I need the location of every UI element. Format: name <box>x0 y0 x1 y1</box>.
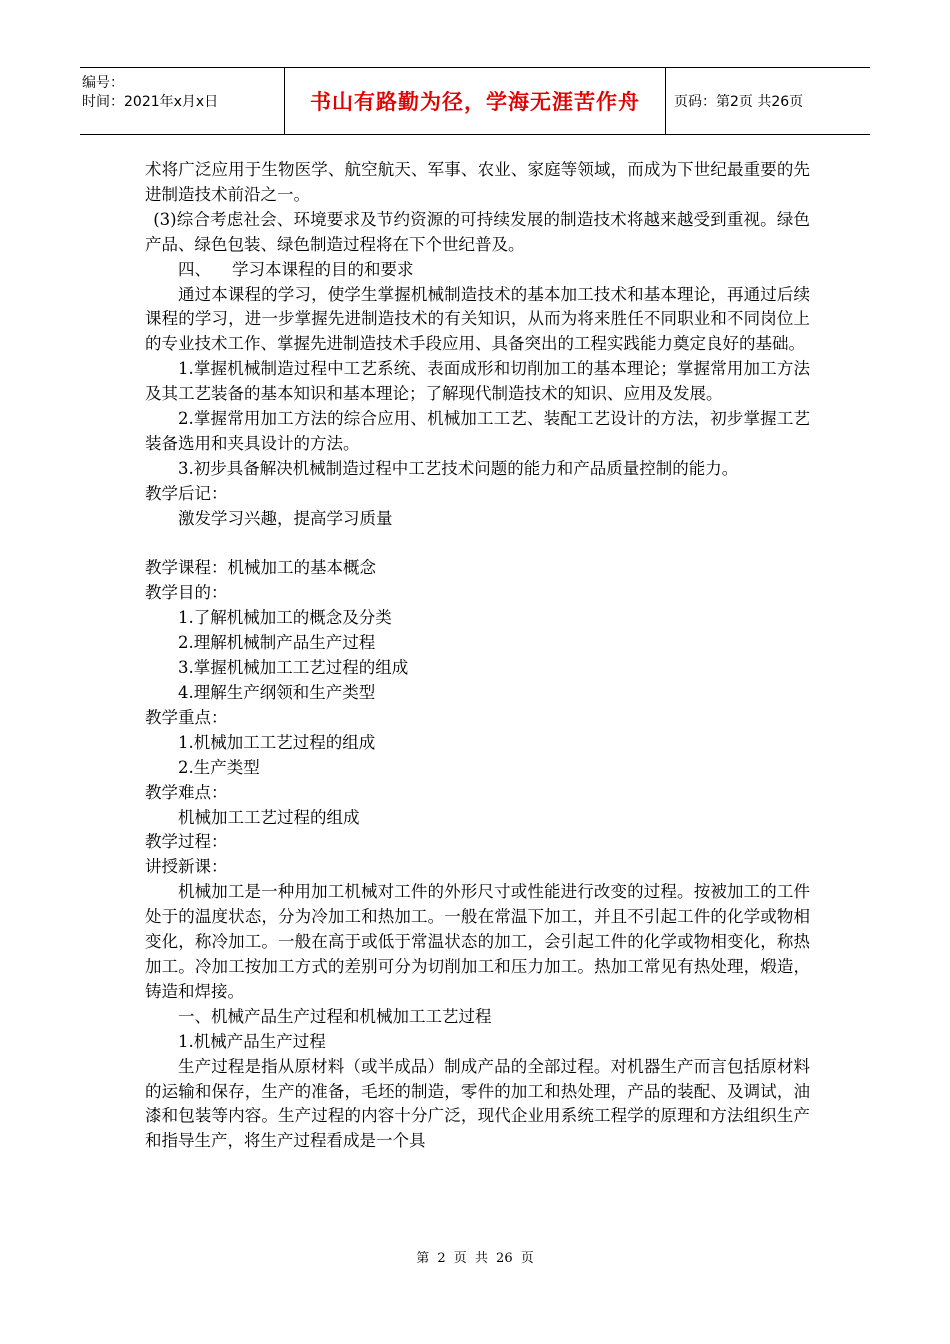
list-item: 2.理解机械制产品生产过程 <box>178 633 376 653</box>
list-item: 1.机械加工工艺过程的组成 <box>178 732 376 752</box>
paragraph: (3)综合考虑社会、环境要求及节约资源的可持续发展的制造技术将越来越受到重视。绿色产品、绿色包装、绿色制造过程将在下个世纪普及。 <box>145 209 810 254</box>
document-number-label: 编号： <box>82 75 124 91</box>
section-label: 教学重点： <box>145 707 228 727</box>
subsection-heading: 1.机械产品生产过程 <box>178 1031 326 1051</box>
section-heading: 四、 学习本课程的目的和要求 <box>178 259 414 279</box>
list-item: 2.掌握常用加工方法的综合应用、机械加工工艺、装配工艺设计的方法，初步掌握工艺装备选用和夹具设计的方法。 <box>145 409 810 453</box>
list-item: 3.初步具备解决机械制造过程中工艺技术问题的能力和产品质量控制的能力。 <box>178 458 739 478</box>
course-title: 教学课程：机械加工的基本概念 <box>145 558 376 578</box>
page-header <box>80 67 870 135</box>
list-item: 3.掌握机械加工工艺过程的组成 <box>178 658 409 678</box>
section-label: 讲授新课： <box>145 857 228 877</box>
section-label: 教学难点： <box>145 782 228 802</box>
header-meta <box>80 68 285 134</box>
list-item: 4.理解生产纲领和生产类型 <box>178 683 376 703</box>
document-date: 时间：2021年x月x日 <box>82 94 219 110</box>
page-footer: 第 2 页 共 26 页 <box>416 1251 534 1266</box>
list-item: 2.生产类型 <box>178 757 260 777</box>
section-label: 教学目的： <box>145 583 228 603</box>
paragraph: 生产过程是指从原材料（或半成品）制成产品的全部过程。对机器生产而言包括原材料的运输和保存，生产的准备，毛坯的制造，零件的加工和热处理，产品的装配、及调试，油漆和包装等内容。生产过程的内容十分广泛，现代企业用系统工程学的原理和方法组织生产和指导生产，将生产过程看成是一个具 <box>145 1056 810 1151</box>
section-label: 教学过程： <box>145 832 228 852</box>
blank-line <box>145 532 810 557</box>
list-item: 1.了解机械加工的概念及分类 <box>178 608 392 628</box>
paragraph: 术将广泛应用于生物医学、航空航天、军事、农业、家庭等领域，而成为下世纪最重要的先进制造技术前沿之一。 <box>145 160 810 204</box>
paragraph: 机械加工是一种用加工机械对工件的外形尺寸或性能进行改变的过程。按被加工的工件处于的温度状态，分为冷加工和热加工。一般在常温下加工，并且不引起工件的化学或物相变化，称冷加工。一般在高于或低于常温状态的加工，会引起工件的化学或物相变化，称热加工。冷加工按加工方式的差别可分为切削加工和压力加工。热加工常见有热处理，煅造，铸造和焊接。 <box>145 882 810 1001</box>
header-motto: 书山有路勤为径，学海无涯苦作舟 <box>285 68 666 134</box>
paragraph: 激发学习兴趣，提高学习质量 <box>178 508 393 528</box>
section-heading: 一、机械产品生产过程和机械加工工艺过程 <box>178 1006 492 1026</box>
document-body <box>145 158 810 1154</box>
paragraph: 机械加工工艺过程的组成 <box>178 807 360 827</box>
section-label: 教学后记： <box>145 483 228 503</box>
header-page-number: 页码：第2页 共26页 <box>674 94 804 110</box>
paragraph: 通过本课程的学习，使学生掌握机械制造技术的基本加工技术和基本理论，再通过后续课程的学习，进一步掌握先进制造技术的有关知识，从而为将来胜任不同职业和不同岗位上的专业技术工作、掌握先进制造技术手段应用、具备突出的工程实践能力奠定良好的基础。 <box>145 284 810 354</box>
list-item: 1.掌握机械制造过程中工艺系统、表面成形和切削加工的基本理论；掌握常用加工方法及其工艺装备的基本知识和基本理论；了解现代制造技术的知识、应用及发展。 <box>145 359 810 404</box>
